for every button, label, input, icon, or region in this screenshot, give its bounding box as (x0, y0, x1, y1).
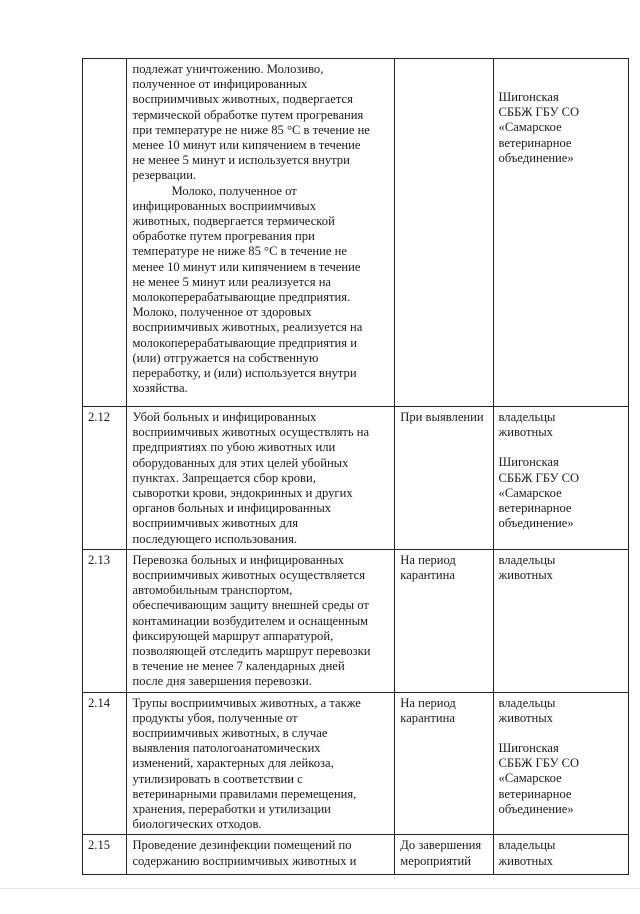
measure-paragraph: Проведение дезинфекции помещений по содержанию восприимчивых животных и (132, 838, 357, 868)
table-row (83, 835, 629, 875)
measure-paragraph: Молоко, полученное от инфицированных восприимчивых животных, подвергается термической обработке путем прогревания при температуре не ниже 85 °С в течение не менее 10 минут или кипячением в течение не менее 5 минут или реализуется на молокоперерабатывающие предприятия. Молоко, полученное от здоровых восприимчивых животных, реализуется на молокоперерабатывающие предприятия и (или) отгружается на собственную переработку, и (или) используется внутри хозяйства. (132, 183, 363, 396)
table-row (83, 549, 629, 692)
responsible-parties (493, 407, 628, 550)
measure-paragraph: Убой больных и инфицированных восприимчивых животных осуществлять на предприятиях по убою животных или оборудованных для этих целей убойных пунктах. Запрещается сбор крови, сыворотки крови, эндокринных и других органов больных и инфицированных восприимчивых животных для последующего использования. (132, 410, 370, 546)
measure-period (395, 835, 493, 875)
spacer (499, 726, 623, 741)
measure-description (127, 407, 395, 550)
responsible-organization: Шигонская СББЖ ГБУ СО «Самарское ветеринарное объединение» (498, 741, 580, 816)
responsible-owners: владельцы животных (498, 838, 556, 868)
period-text: На период карантина (400, 552, 456, 583)
measure-description (127, 549, 395, 692)
measure-description (127, 59, 395, 407)
item-number: 2.13 (83, 549, 127, 692)
measure-description (127, 835, 395, 875)
measure-paragraph: подлежат уничтожению. Молозиво, полученное от инфицированных восприимчивых животных, подвергается термической обработке путем прогревания при температуре не ниже 85 °С в течение не менее 10 минут или кипячением в течение не менее 5 минут и используется внутри резервации. (132, 62, 370, 183)
item-number: 2.12 (83, 407, 127, 550)
scan-artifact (0, 888, 640, 889)
responsible-parties (493, 835, 628, 875)
item-number (83, 59, 127, 407)
measure-period (395, 59, 493, 407)
period-text: На период карантина (400, 695, 456, 725)
responsible-owners: владельцы животных (498, 410, 556, 440)
measure-period (395, 692, 493, 835)
responsible-organization: Шигонская СББЖ ГБУ СО «Самарское ветеринарное объединение» (498, 90, 580, 165)
measure-paragraph: Перевозка больных и инфицированных восприимчивых животных осуществляется автомобильным транспортом, обеспечивающим защиту внешней среды от контаминации возбудителем и оснащенным фиксирующей маршрут аппаратурой, позволяющей отследить маршрут перевозки в течение не менее 7 календарных дней после дня завершения перевозки. (132, 552, 371, 689)
spacer (499, 440, 623, 455)
table-row (83, 407, 629, 550)
item-number: 2.15 (83, 835, 127, 875)
measures-table (82, 58, 629, 875)
responsible-owners: владельцы животных (498, 695, 556, 725)
table-row (83, 59, 629, 407)
responsible-parties (493, 59, 628, 407)
measures-table-body (83, 59, 629, 875)
responsible-owners: владельцы животных (498, 552, 556, 583)
responsible-parties (493, 549, 628, 692)
measure-description (127, 692, 395, 835)
responsible-organization: Шигонская СББЖ ГБУ СО «Самарское ветеринарное объединение» (498, 455, 580, 531)
table-row (83, 692, 629, 835)
item-number: 2.14 (83, 692, 127, 835)
responsible-parties (493, 692, 628, 835)
measure-paragraph: Трупы восприимчивых животных, а также продукты убоя, полученные от восприимчивых животных, в случае выявления патологоанатомических изменений, характерных для лейкоза, утилизировать в соответствии с ветеринарными правилами перемещения, хранения, переработки и утилизации биологических отходов. (132, 695, 361, 832)
period-text: До завершения мероприятий (400, 838, 482, 868)
period-text: При выявлении (400, 410, 484, 424)
measure-period (395, 549, 493, 692)
measure-period (395, 407, 493, 550)
